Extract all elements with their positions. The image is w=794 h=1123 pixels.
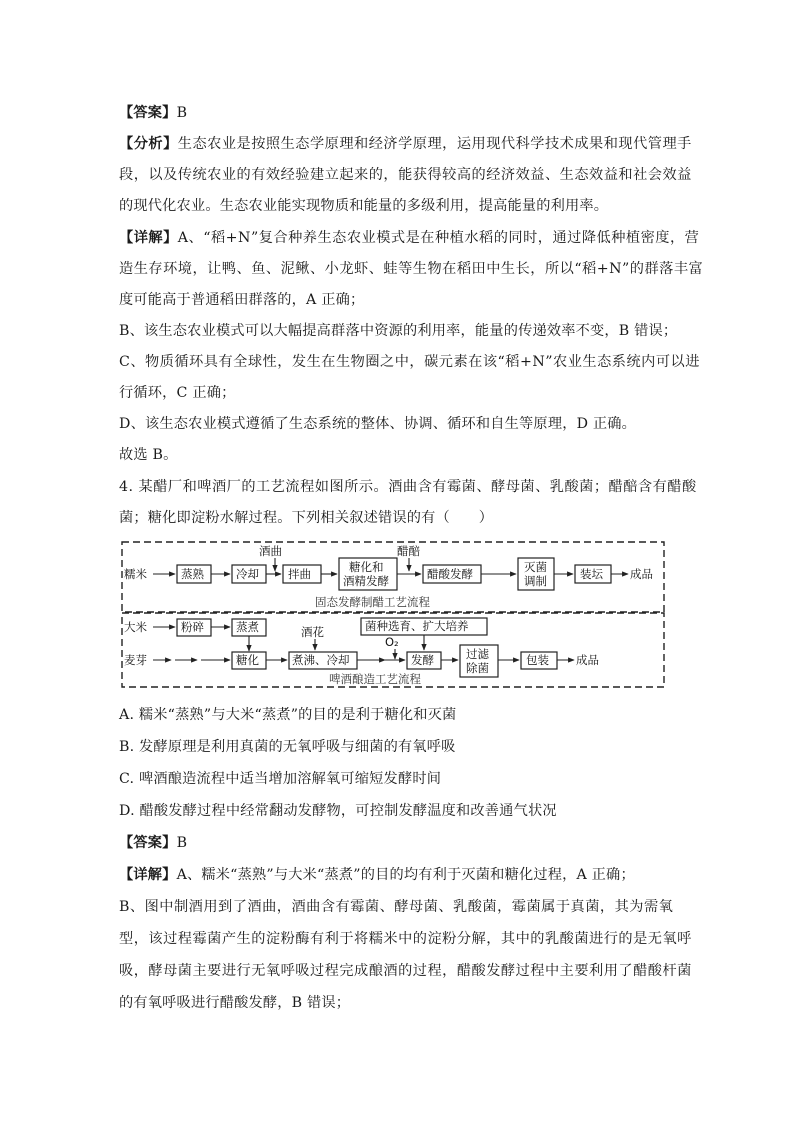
output-label: 成品 xyxy=(630,567,653,581)
analysis-text: 段，以及传统农业的有效经验建立起来的，能获得较高的经济效益、生态效益和社会效益 xyxy=(119,167,692,183)
detail-text: 造生存环境，让鸭、鱼、泥鳅、小龙虾、蛙等生物在稻田中生长，所以“稻+N”的群落丰富 xyxy=(119,261,704,277)
step-label: 灭菌 xyxy=(524,560,547,574)
addition-label: 醋醅 xyxy=(397,544,420,558)
step-label: 发酵 xyxy=(411,653,434,667)
detail-text: 度可能高于普通稻田群落的，A 正确； xyxy=(119,292,365,308)
step-label: 拌曲 xyxy=(288,567,311,581)
oxygen-label: O₂ xyxy=(385,635,399,649)
step-label: 调制 xyxy=(524,574,547,588)
option-b: B. 发酵原理是利用真菌的无氧呼吸与细菌的有氧呼吸 xyxy=(119,739,456,755)
step-label: 包装 xyxy=(526,653,549,667)
question-stem: 菌；糖化即淀粉水解过程。下列相关叙述错误的有（ ） xyxy=(119,510,494,526)
step-label: 菌种选育、扩大培养 xyxy=(365,619,469,633)
step-label: 糖化 xyxy=(236,653,259,667)
vinegar-caption: 固态发酵制醋工艺流程 xyxy=(315,595,430,609)
detail-text: 吸，酵母菌主要进行无氧呼吸过程完成酿酒的过程，醋酸发酵过程中主要利用了醋酸杆菌 xyxy=(119,963,692,979)
detail-text: B、图中制酒用到了酒曲，酒曲含有霉菌、酵母菌、乳酸菌，霉菌属于真菌，其为需氧 xyxy=(119,899,674,915)
vinegar-input-label: 糯米 xyxy=(124,567,147,581)
detail-line xyxy=(119,865,635,885)
option-a: A. 糯米“蒸熟”与大米“蒸煮”的目的是利于糖化和灭菌 xyxy=(119,707,457,723)
analysis-tag: 【分析】 xyxy=(119,136,178,152)
question-stem: 4. 某醋厂和啤酒厂的工艺流程如图所示。酒曲含有霉菌、酵母菌、乳酸菌；醋醅含有醋酸 xyxy=(119,479,697,495)
step-label: 装坛 xyxy=(580,567,603,581)
step-label: 醋酸发酵 xyxy=(427,567,473,581)
step-label: 除菌 xyxy=(466,661,489,675)
answer-line xyxy=(119,103,187,123)
analysis-text: 的现代化农业。生态农业能实现物质和能量的多级利用，提高能量的利用率。 xyxy=(119,198,609,214)
step-label: 糖化和 xyxy=(349,560,384,574)
detail-text: C、物质循环具有全球性，发生在生物圈之中，碳元素在该“稻+N”农业生态系统内可以进 xyxy=(119,354,700,370)
option-d: D. 醋酸发酵过程中经常翻动发酵物，可控制发酵温度和改善通气状况 xyxy=(119,803,557,819)
analysis-line xyxy=(119,134,692,154)
detail-text: 的有氧呼吸进行醋酸发酵，B 错误； xyxy=(119,995,351,1011)
step-label: 煮沸、冷却 xyxy=(292,653,350,667)
addition-label: 酒花 xyxy=(301,625,324,639)
detail-line xyxy=(119,228,699,248)
beer-caption: 啤酒酿造工艺流程 xyxy=(329,672,421,686)
answer-line xyxy=(119,833,187,853)
step-label: 粉碎 xyxy=(181,620,204,634)
analysis-text: 生态农业是按照生态学原理和经济学原理，运用现代科学技术成果和现代管理手 xyxy=(177,136,692,152)
option-c: C. 啤酒酿造流程中适当增加溶解氧可缩短发酵时间 xyxy=(119,771,442,787)
detail-text: 行循环，C 正确； xyxy=(119,385,236,401)
output-label: 成品 xyxy=(576,653,599,667)
answer-tag: 【答案】 xyxy=(119,105,177,121)
detail-text: 型，该过程霉菌产生的淀粉酶有利于将糯米中的淀粉分解，其中的乳酸菌进行的是无氧呼 xyxy=(119,931,692,947)
answer-value: B xyxy=(176,835,188,851)
detail-text: A、糯米“蒸熟”与大米“蒸煮”的目的均有利于灭菌和糖化过程，A 正确； xyxy=(176,867,635,883)
beer-input-label: 麦芽 xyxy=(124,653,147,667)
detail-tag: 【详解】 xyxy=(119,867,177,883)
beer-input-label: 大米 xyxy=(124,620,147,634)
answer-value: B xyxy=(176,105,188,121)
step-label: 蒸熟 xyxy=(181,567,204,581)
step-label: 酒精发酵 xyxy=(343,574,389,588)
step-label: 过滤 xyxy=(466,647,489,661)
detail-text: D、该生态农业模式遵循了生态系统的整体、协调、循环和自生等原理，D 正确。 xyxy=(119,416,637,432)
detail-tag: 【详解】 xyxy=(119,230,178,246)
detail-text: B、该生态农业模式可以大幅提高群落中资源的利用率，能量的传递效率不变，B 错误； xyxy=(119,323,678,339)
step-label: 蒸煮 xyxy=(236,620,259,634)
detail-text: A、“稻+N”复合种养生态农业模式是在种植水稻的同时，通过降低种植密度，营 xyxy=(177,230,700,246)
step-label: 冷却 xyxy=(236,567,259,581)
addition-label: 酒曲 xyxy=(259,544,282,558)
answer-tag: 【答案】 xyxy=(119,835,177,851)
conclusion-text: 故选 B。 xyxy=(119,447,178,463)
process-flow-diagram xyxy=(119,538,667,691)
